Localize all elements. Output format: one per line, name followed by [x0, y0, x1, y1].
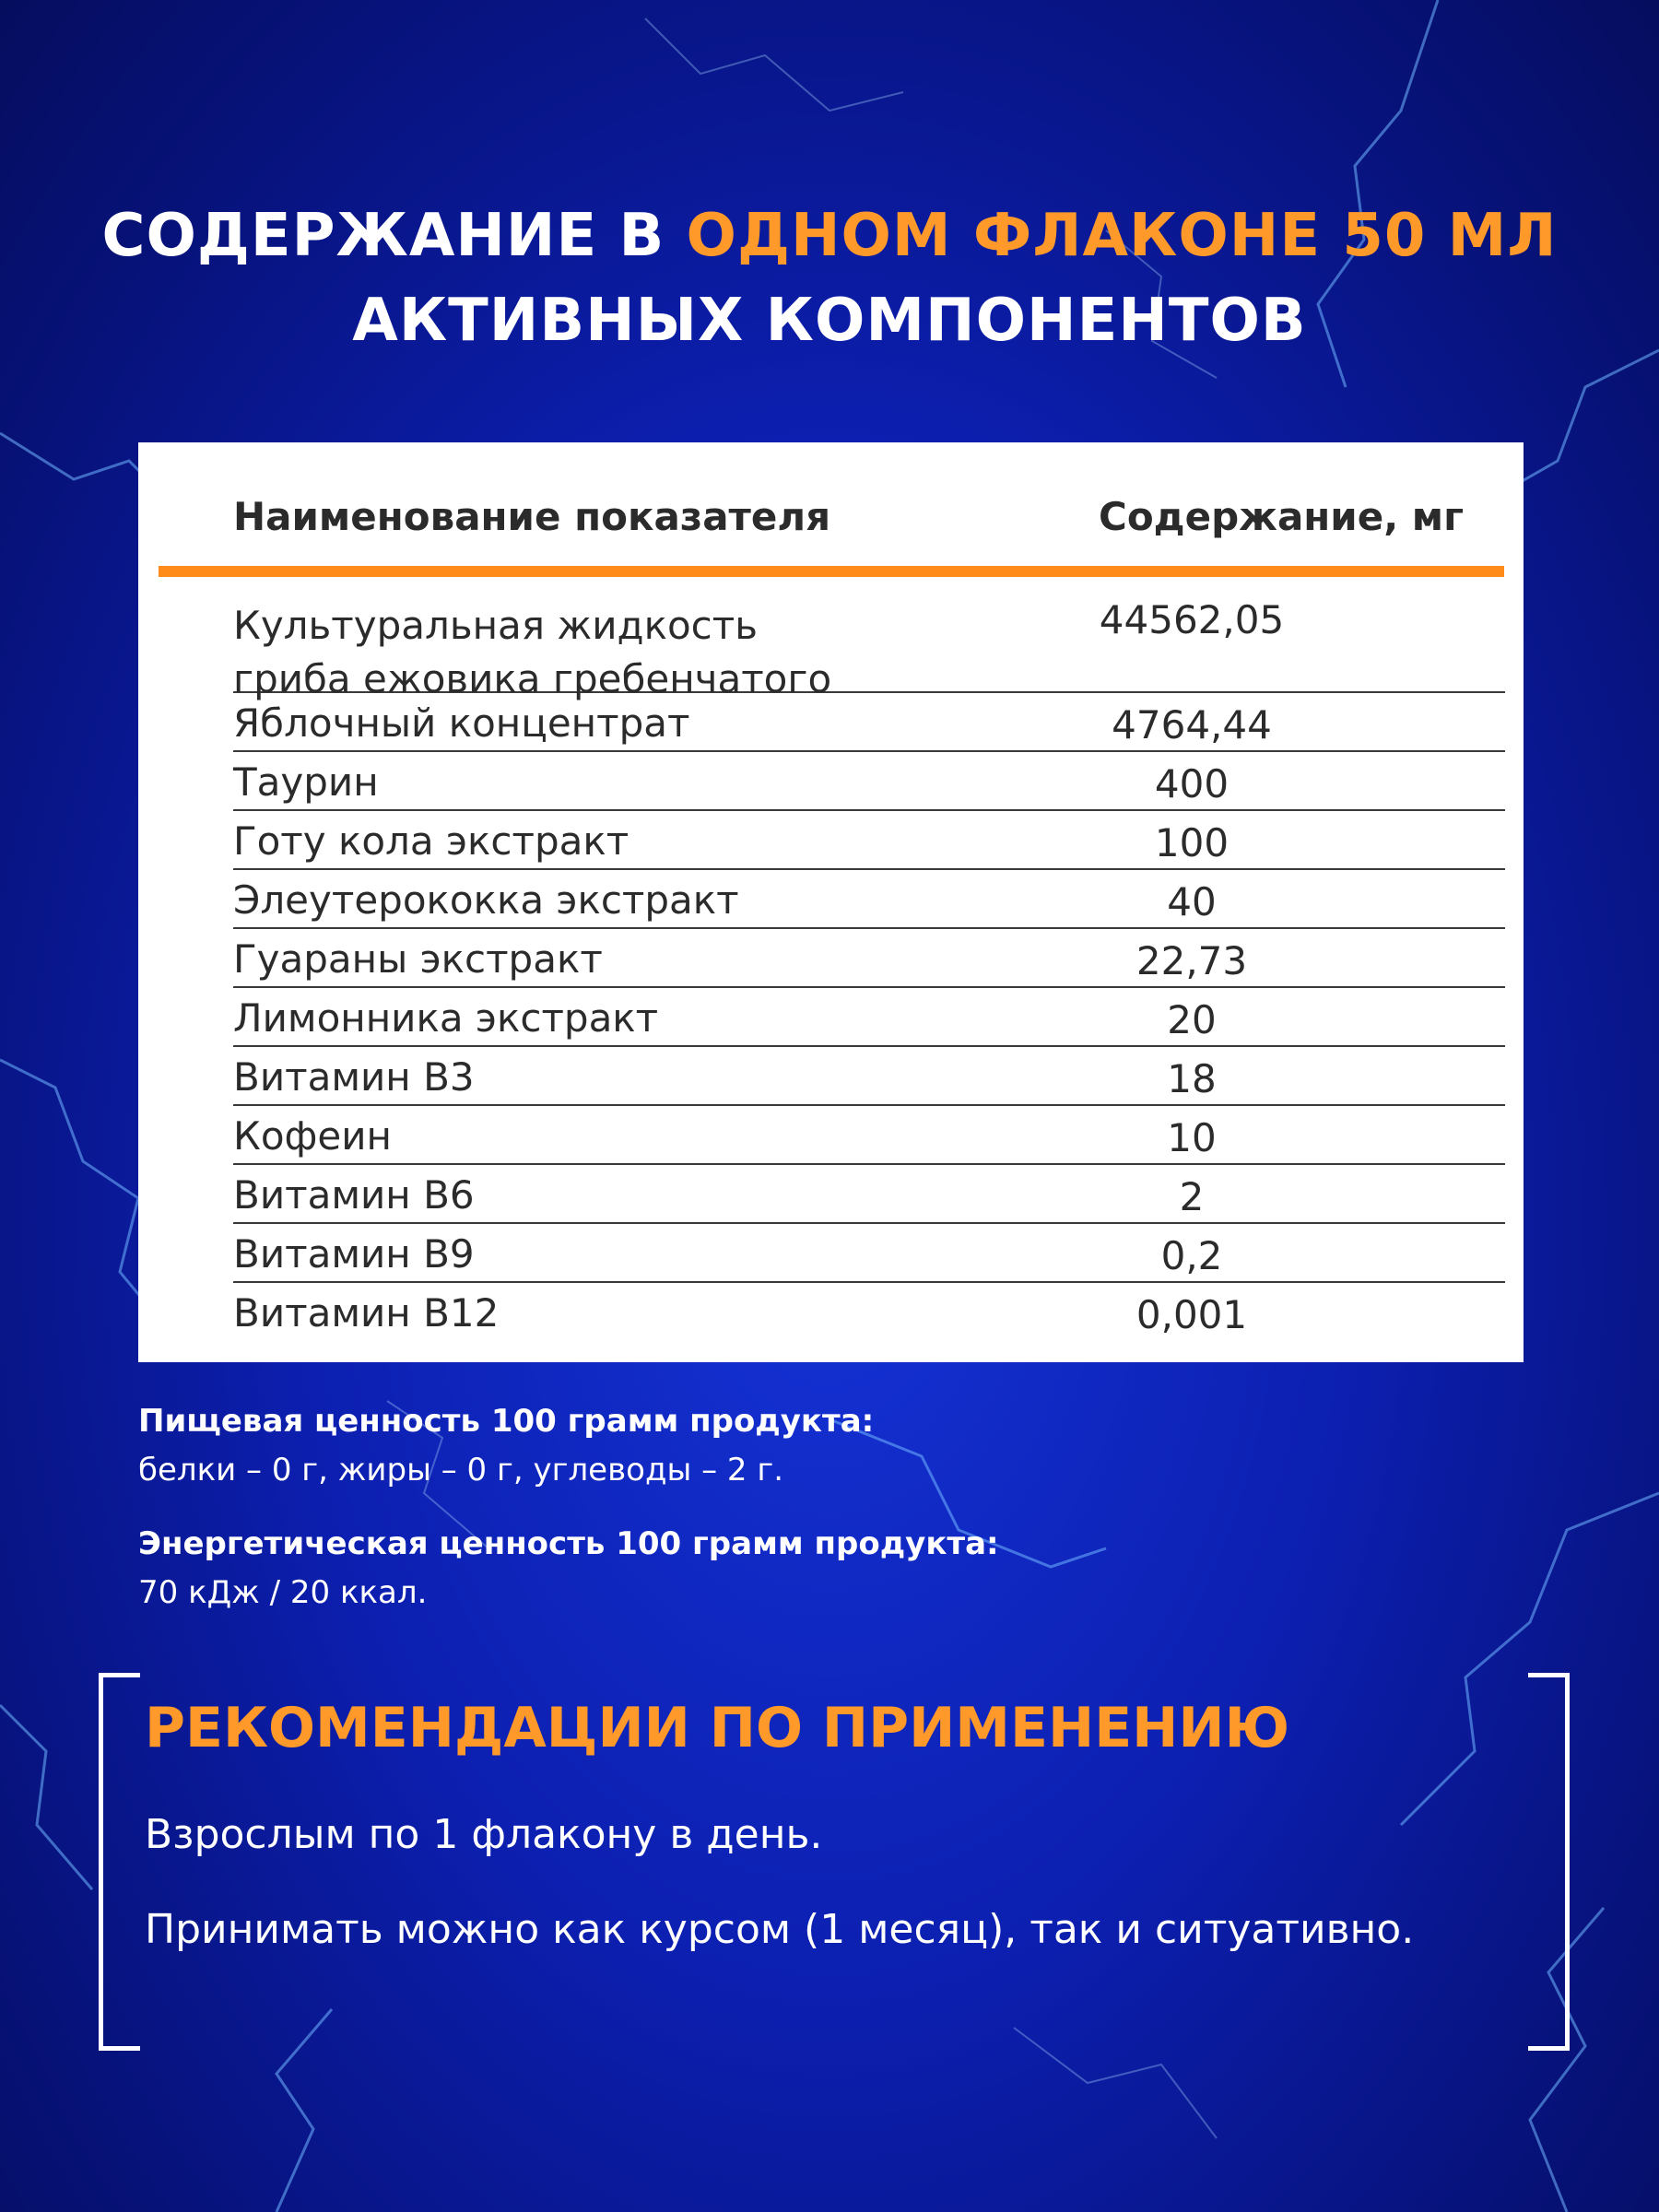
table-row [233, 988, 1505, 1047]
recommendations-title: РЕКОМЕНДАЦИИ ПО ПРИМЕНЕНИЮ [145, 1696, 1290, 1760]
table-header [138, 442, 1524, 564]
row-value: 44562,05 [1099, 597, 1285, 642]
row-name: Витамин В9 [233, 1231, 475, 1277]
row-value: 22,73 [1135, 938, 1248, 983]
row-value: 20 [1167, 997, 1217, 1042]
table-row [233, 1224, 1505, 1283]
table-row [233, 1283, 1505, 1340]
column-header-name: Наименование показателя [233, 494, 831, 539]
heading-line-2: АКТИВНЫХ КОМПОНЕНТОВ [352, 287, 1307, 355]
row-value: 10 [1167, 1115, 1217, 1160]
frame-bracket-right [1528, 1673, 1570, 2051]
table-row [233, 752, 1505, 811]
nutrition-text: белки – 0 г, жиры – 0 г, углеводы – 2 г. [138, 1452, 784, 1488]
table-row [233, 693, 1505, 752]
row-name: Яблочный концентрат [233, 700, 690, 746]
nutrition-title: Пищевая ценность 100 грамм продукта: [138, 1403, 875, 1440]
row-value: 4764,44 [1112, 702, 1272, 747]
energy-title: Энергетическая ценность 100 грамм продукта: [138, 1525, 999, 1562]
components-table [138, 442, 1524, 1362]
row-name: Готу кола экстракт [233, 818, 629, 864]
row-name: Витамин В3 [233, 1054, 475, 1100]
table-row [233, 811, 1505, 870]
table-row [233, 1047, 1505, 1106]
row-name: Таурин [233, 759, 379, 805]
row-value: 100 [1154, 820, 1230, 865]
row-value: 2 [1179, 1174, 1205, 1219]
table-row [233, 1165, 1505, 1224]
table-row [233, 929, 1505, 988]
recommendation-line-1: Взрослым по 1 флакону в день. [145, 1811, 823, 1858]
row-name: Витамин В6 [233, 1172, 475, 1218]
frame-bracket-left [99, 1673, 140, 2051]
row-value: 18 [1167, 1056, 1217, 1101]
row-value: 40 [1167, 879, 1217, 924]
row-name: Культуральная жидкость гриба ежовика гребенчатого [233, 603, 832, 701]
row-value: 0,2 [1160, 1233, 1223, 1278]
heading-line-1 [0, 194, 1659, 278]
table-row [233, 595, 1505, 701]
row-name: Кофеин [233, 1113, 393, 1159]
row-name: Витамин В12 [233, 1290, 500, 1335]
table-row [233, 1106, 1505, 1165]
recommendation-line-2: Принимать можно как курсом (1 месяц), так и ситуативно. [145, 1906, 1415, 1953]
column-header-value: Содержание, мг [1099, 494, 1465, 539]
page-heading [0, 194, 1659, 363]
heading-line-1-white: СОДЕРЖАНИЕ В [101, 202, 687, 270]
row-name: Элеутерококка экстракт [233, 877, 739, 923]
row-value: 400 [1154, 761, 1230, 806]
row-name: Лимонника экстракт [233, 995, 659, 1041]
header-divider [159, 566, 1504, 577]
energy-text: 70 кДж / 20 ккал. [138, 1574, 428, 1611]
heading-line-1-accent: ОДНОМ ФЛАКОНЕ 50 МЛ [686, 202, 1558, 270]
table-row [233, 870, 1505, 929]
row-value: 0,001 [1135, 1292, 1248, 1337]
row-name: Гуараны экстракт [233, 936, 603, 982]
